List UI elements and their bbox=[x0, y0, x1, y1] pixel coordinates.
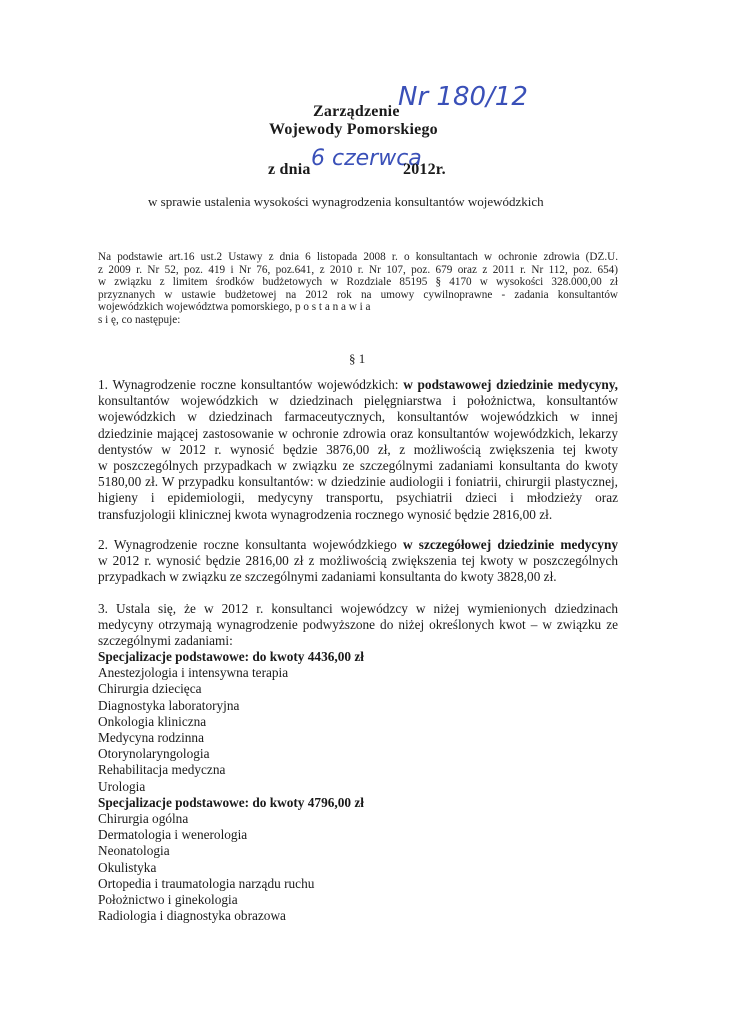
p2-emphasis: w szczegółowej dziedzinie medycyny bbox=[402, 537, 618, 552]
paragraph-line: 3. Ustala się, że w 2012 r. konsultanci wojewódzcy w niżej wymienionych dziedzinach bbox=[98, 601, 618, 616]
list-item: Otorynolaryngologia bbox=[98, 746, 210, 762]
p2-text: 2. Wynagrodzenie roczne konsultanta wojewódzkiego bbox=[98, 537, 403, 552]
list-item: Radiologia i diagnostyka obrazowa bbox=[98, 908, 286, 924]
legal-basis bbox=[98, 251, 618, 327]
date-year: 2012r. bbox=[403, 161, 446, 178]
paragraph-line: dentystów w 2012 r. wynosić będzie 3876,00 zł, z możliwością zwiększenia tej kwoty bbox=[98, 441, 618, 457]
list-item: Chirurgia dziecięca bbox=[98, 681, 202, 697]
group-heading: Specjalizacje podstawowe: do kwoty 4796,00 zł bbox=[98, 794, 364, 810]
issuer: Wojewody Pomorskiego bbox=[269, 121, 438, 138]
list-item: Dermatologia i wenerologia bbox=[98, 827, 248, 843]
paragraph-line bbox=[98, 537, 618, 553]
handwritten-number: Nr 180/12 bbox=[398, 82, 528, 112]
list-item: Okulistyka bbox=[98, 859, 157, 875]
paragraph-line: 5180,00 zł. W przypadku konsultantów: w dziedzinie audiologii i foniatrii, chirurgii plastycznej, bbox=[98, 474, 618, 490]
paragraph-2 bbox=[98, 537, 618, 586]
paragraph-line: medycyny otrzymają wynagrodzenie podwyższone do niżej określonych kwot – w związku ze bbox=[98, 617, 618, 633]
paragraph-line: konsultantów wojewódzkich w dziedzinach pielęgniarstwa i położnictwa, konsultantów bbox=[98, 393, 618, 409]
basis-line: w związku z limitem środków budżetowych w Rozdziale 85195 § 4170 w wysokości 328.000,00 zł bbox=[98, 276, 618, 289]
list-item: Ortopedia i traumatologia narządu ruchu bbox=[98, 875, 315, 891]
paragraph-line: w poszczególnych przypadkach w związku ze szczególnymi zadaniami konsultanta do kwoty bbox=[98, 458, 618, 474]
group-heading: Specjalizacje podstawowe: do kwoty 4436,00 zł bbox=[98, 649, 364, 664]
paragraph-line: szczególnymi zadaniami: bbox=[98, 633, 233, 649]
paragraph-line: transfuzjologii klinicznej kwota wynagrodzenia rocznego wynosić będzie 2816,00 zł. bbox=[98, 506, 553, 522]
list-item: Rehabilitacja medyczna bbox=[98, 762, 226, 778]
p1-text: 1. Wynagrodzenie roczne konsultantów wojewódzkich: bbox=[98, 377, 404, 392]
document-subject: w sprawie ustalenia wysokości wynagrodzenia konsultantów wojewódzkich bbox=[148, 194, 544, 209]
paragraph-line: przypadkach w związku ze szczególnymi zadaniami konsultanta do kwoty 3828,00 zł. bbox=[98, 569, 557, 585]
basis-line: przyznanych w ustawie budżetowej na 2012 rok na umowy cywilnoprawne - zadania konsultantów bbox=[98, 288, 618, 301]
list-item: Urologia bbox=[98, 778, 146, 794]
list-item: Onkologia kliniczna bbox=[98, 713, 207, 729]
list-item: Medycyna rodzinna bbox=[98, 730, 204, 746]
list-item: Diagnostyka laboratoryjna bbox=[98, 697, 240, 713]
section-mark: § 1 bbox=[349, 351, 366, 366]
basis-line: wojewódzkich województwa pomorskiego, p o s t a n a w i a bbox=[98, 301, 371, 314]
paragraph-3 bbox=[98, 601, 618, 650]
handwritten-date: 6 czerwca bbox=[311, 146, 422, 171]
paragraph-line: higieny i epidemiologii, medycyny transportu, psychiatrii dzieci i młodzieży oraz bbox=[98, 490, 618, 506]
paragraph-1 bbox=[98, 377, 618, 523]
basis-line: z 2009 r. Nr 52, poz. 419 i Nr 76, poz.641, z 2010 r. Nr 107, poz. 679 oraz z 2011 r. Nr 112, poz. 654) bbox=[98, 263, 618, 276]
list-item: Anestezjologia i intensywna terapia bbox=[98, 665, 289, 681]
list-item: Neonatologia bbox=[98, 843, 170, 859]
paragraph-line: dziedzinie mającej zastosowanie w ochronie zdrowia oraz konsultantów wojewódzkich, lekarzy bbox=[98, 425, 618, 441]
specialization-list bbox=[98, 649, 364, 924]
paragraph-line: wojewódzkich w dziedzinach farmaceutycznych, konsultantów wojewódzkich w innej bbox=[98, 409, 618, 425]
paragraph-line: w 2012 r. wynosić będzie 2816,00 zł z możliwością zwiększenia tej kwoty w poszczególnych bbox=[98, 553, 618, 569]
basis-line: Na podstawie art.16 ust.2 Ustawy z dnia 6 listopada 2008 r. o konsultantach w ochronie zdrowia (DZ.U. bbox=[98, 251, 618, 263]
list-item: Położnictwo i ginekologia bbox=[98, 892, 238, 908]
list-item: Chirurgia ogólna bbox=[98, 811, 189, 827]
title-printed: Zarządzenie bbox=[313, 103, 400, 120]
basis-line: s i ę, co następuje: bbox=[98, 313, 181, 326]
date-prefix: z dnia bbox=[268, 161, 311, 178]
document-title bbox=[313, 103, 400, 121]
paragraph-line bbox=[98, 377, 618, 393]
p1-emphasis: w podstawowej dziedzinie medycyny, bbox=[403, 377, 619, 392]
